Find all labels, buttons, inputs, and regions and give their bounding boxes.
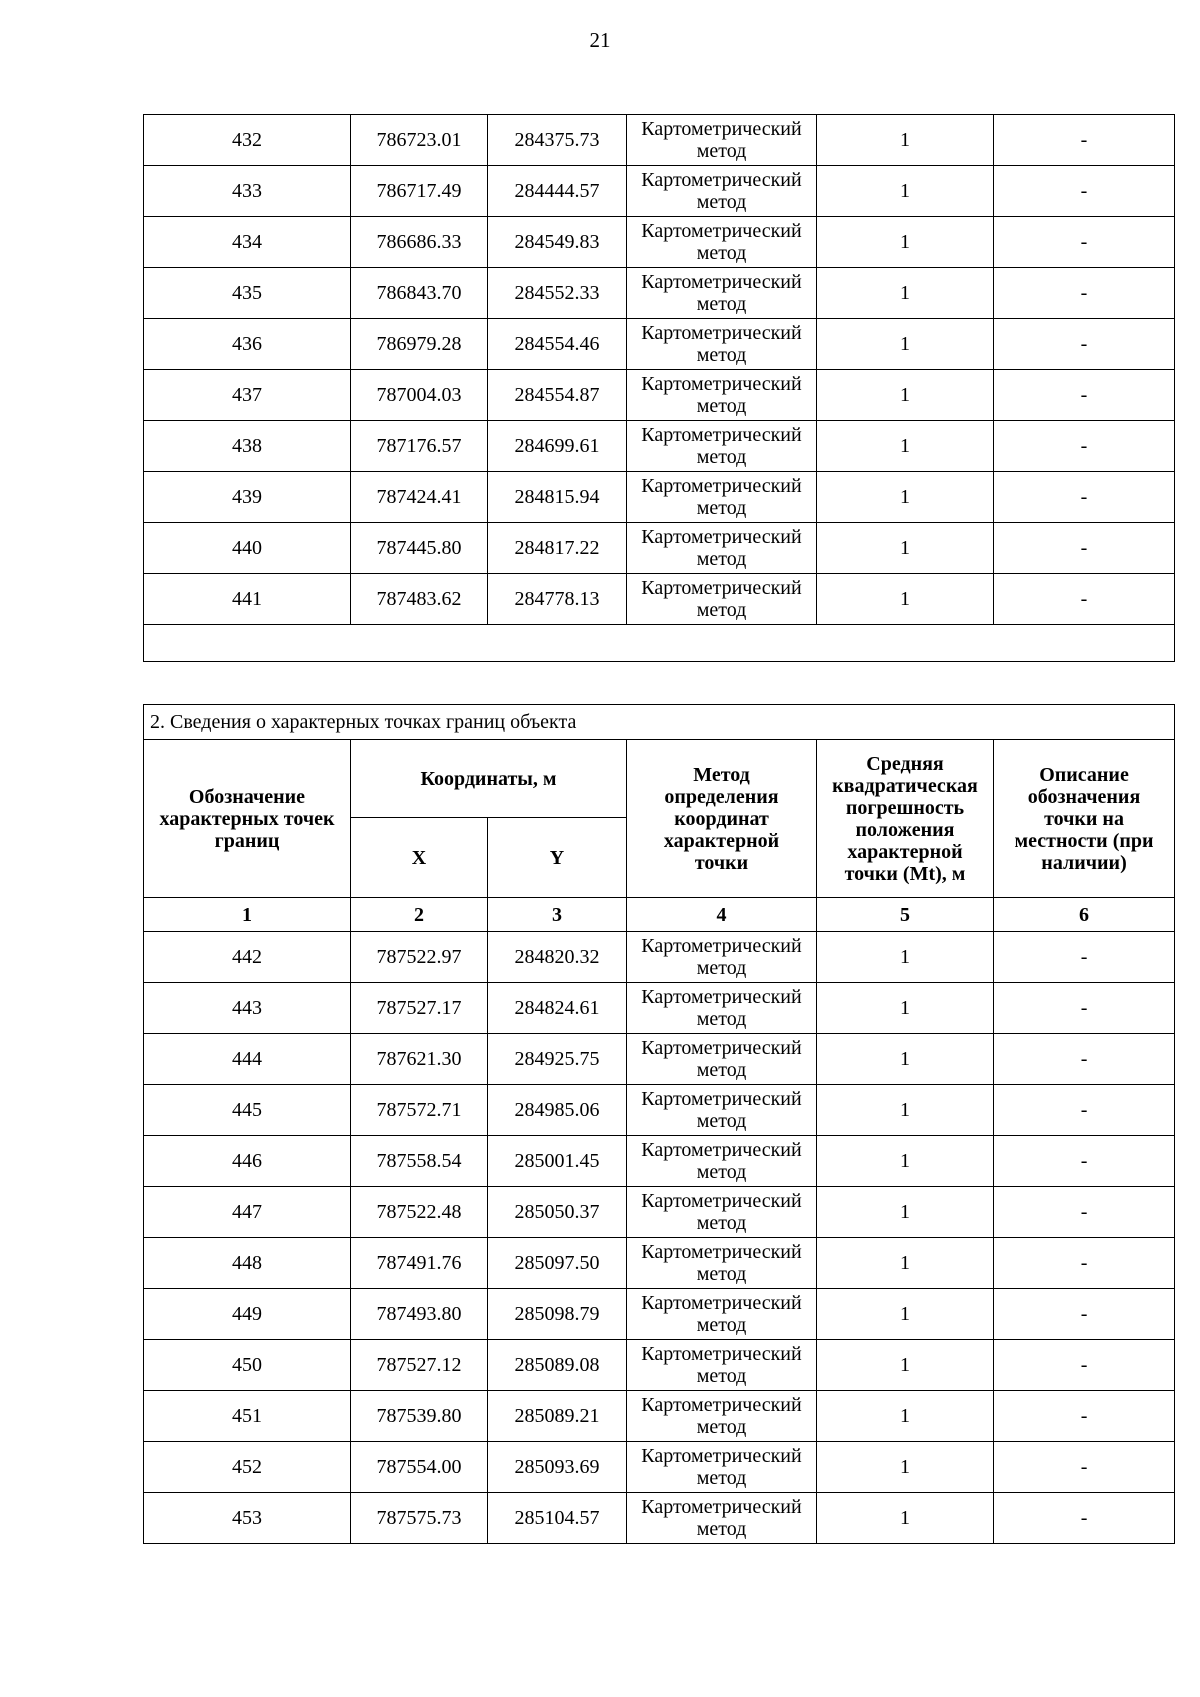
method-cell (627, 983, 817, 1034)
table-row (144, 217, 1175, 268)
description-cell: - (994, 268, 1175, 319)
mt-cell: 1 (817, 983, 994, 1034)
mt-cell: 1 (817, 217, 994, 268)
mt-cell: 1 (817, 319, 994, 370)
method-text: метод (696, 599, 747, 621)
method-cell (627, 421, 817, 472)
method-text: метод (696, 344, 747, 366)
method-text: Картометрический (641, 577, 802, 599)
header-designation: Обозначение характерных точек границ (144, 740, 351, 898)
method-text: метод (696, 1314, 747, 1336)
method-text: метод (696, 1212, 747, 1234)
mt-cell: 1 (817, 1034, 994, 1085)
x-coordinate-cell: 787621.30 (351, 1034, 488, 1085)
method-text: Картометрический (641, 1088, 802, 1110)
method-text: Картометрический (641, 986, 802, 1008)
point-id-cell: 451 (144, 1391, 351, 1442)
table-row (144, 319, 1175, 370)
table-row (144, 523, 1175, 574)
method-text: метод (696, 1110, 747, 1132)
method-text: метод (696, 395, 747, 417)
x-coordinate-cell: 787572.71 (351, 1085, 488, 1136)
point-id-cell: 441 (144, 574, 351, 625)
column-number: 1 (144, 898, 351, 932)
x-coordinate-cell: 787176.57 (351, 421, 488, 472)
y-coordinate-cell: 284815.94 (488, 472, 627, 523)
y-coordinate-cell: 285097.50 (488, 1238, 627, 1289)
method-cell (627, 268, 817, 319)
description-cell: - (994, 166, 1175, 217)
description-cell: - (994, 1391, 1175, 1442)
mt-cell: 1 (817, 1493, 994, 1544)
method-text: Картометрический (641, 1445, 802, 1467)
mt-cell: 1 (817, 1391, 994, 1442)
method-text: Картометрический (641, 1394, 802, 1416)
method-text: Картометрический (641, 118, 802, 140)
table-row (144, 421, 1175, 472)
method-cell (627, 319, 817, 370)
y-coordinate-cell: 284549.83 (488, 217, 627, 268)
mt-cell: 1 (817, 268, 994, 319)
column-number: 2 (351, 898, 488, 932)
table-row (144, 983, 1175, 1034)
method-text: метод (696, 293, 747, 315)
header-coordinates: Координаты, м (351, 740, 627, 818)
x-coordinate-cell: 786717.49 (351, 166, 488, 217)
mt-cell: 1 (817, 1136, 994, 1187)
x-coordinate-cell: 787558.54 (351, 1136, 488, 1187)
method-text: метод (696, 957, 747, 979)
method-cell (627, 574, 817, 625)
y-coordinate-cell: 285093.69 (488, 1442, 627, 1493)
method-text: метод (696, 1518, 747, 1540)
x-coordinate-cell: 786686.33 (351, 217, 488, 268)
description-cell: - (994, 1238, 1175, 1289)
method-text: Картометрический (641, 1496, 802, 1518)
method-text: метод (696, 1059, 747, 1081)
mt-cell: 1 (817, 1340, 994, 1391)
method-cell (627, 472, 817, 523)
description-cell: - (994, 370, 1175, 421)
column-number: 3 (488, 898, 627, 932)
point-id-cell: 446 (144, 1136, 351, 1187)
point-id-cell: 438 (144, 421, 351, 472)
description-cell: - (994, 1340, 1175, 1391)
point-id-cell: 447 (144, 1187, 351, 1238)
x-coordinate-cell: 786723.01 (351, 115, 488, 166)
description-cell: - (994, 421, 1175, 472)
method-text: метод (696, 1467, 747, 1489)
mt-cell: 1 (817, 932, 994, 983)
header-row-1 (144, 740, 1175, 818)
x-coordinate-cell: 786843.70 (351, 268, 488, 319)
method-cell (627, 1085, 817, 1136)
method-text: Картометрический (641, 373, 802, 395)
method-cell (627, 1136, 817, 1187)
empty-cell (144, 625, 1175, 662)
point-id-cell: 436 (144, 319, 351, 370)
section-caption: 2. Сведения о характерных точках границ объекта (144, 705, 1175, 740)
y-coordinate-cell: 284699.61 (488, 421, 627, 472)
y-coordinate-cell: 285089.08 (488, 1340, 627, 1391)
mt-cell: 1 (817, 1085, 994, 1136)
point-id-cell: 432 (144, 115, 351, 166)
column-number: 6 (994, 898, 1175, 932)
method-text: метод (696, 1263, 747, 1285)
x-coordinate-cell: 787527.12 (351, 1340, 488, 1391)
method-text: метод (696, 1008, 747, 1030)
header-method: Метод определения координат характерной точки (627, 740, 817, 898)
x-coordinate-cell: 787424.41 (351, 472, 488, 523)
y-coordinate-cell: 284925.75 (488, 1034, 627, 1085)
y-coordinate-cell: 284985.06 (488, 1085, 627, 1136)
y-coordinate-cell: 284820.32 (488, 932, 627, 983)
x-coordinate-cell: 787527.17 (351, 983, 488, 1034)
method-cell (627, 217, 817, 268)
mt-cell: 1 (817, 472, 994, 523)
method-cell (627, 1493, 817, 1544)
x-coordinate-cell: 787554.00 (351, 1442, 488, 1493)
mt-cell: 1 (817, 1238, 994, 1289)
description-cell: - (994, 1136, 1175, 1187)
y-coordinate-cell: 284824.61 (488, 983, 627, 1034)
method-text: Картометрический (641, 169, 802, 191)
y-coordinate-cell: 284552.33 (488, 268, 627, 319)
characteristic-points-table (143, 704, 1175, 1544)
method-text: Картометрический (641, 1037, 802, 1059)
method-cell (627, 1034, 817, 1085)
method-text: метод (696, 191, 747, 213)
mt-cell: 1 (817, 1187, 994, 1238)
method-cell (627, 370, 817, 421)
y-coordinate-cell: 285089.21 (488, 1391, 627, 1442)
description-cell: - (994, 574, 1175, 625)
method-cell (627, 932, 817, 983)
characteristic-points-body (144, 932, 1175, 1544)
method-text: Картометрический (641, 475, 802, 497)
point-id-cell: 448 (144, 1238, 351, 1289)
description-cell: - (994, 1493, 1175, 1544)
table-row (144, 574, 1175, 625)
method-text: метод (696, 446, 747, 468)
description-cell: - (994, 115, 1175, 166)
method-text: Картометрический (641, 1292, 802, 1314)
y-coordinate-cell: 284554.46 (488, 319, 627, 370)
mt-cell: 1 (817, 115, 994, 166)
table-row (144, 1085, 1175, 1136)
mt-cell: 1 (817, 574, 994, 625)
x-coordinate-cell: 787004.03 (351, 370, 488, 421)
header-mt: Средняя квадратическая погрешность положения характерной точки (Mt), м (817, 740, 994, 898)
point-id-cell: 433 (144, 166, 351, 217)
coordinates-table-body (144, 115, 1175, 662)
method-cell (627, 115, 817, 166)
description-cell: - (994, 523, 1175, 574)
method-cell (627, 1187, 817, 1238)
method-cell (627, 1289, 817, 1340)
method-text: Картометрический (641, 322, 802, 344)
mt-cell: 1 (817, 1442, 994, 1493)
point-id-cell: 444 (144, 1034, 351, 1085)
x-coordinate-cell: 787493.80 (351, 1289, 488, 1340)
method-cell (627, 1442, 817, 1493)
table-row (144, 1238, 1175, 1289)
description-cell: - (994, 217, 1175, 268)
table-row (144, 1442, 1175, 1493)
y-coordinate-cell: 284778.13 (488, 574, 627, 625)
section-caption-row (144, 705, 1175, 740)
point-id-cell: 439 (144, 472, 351, 523)
method-text: Картометрический (641, 1190, 802, 1212)
method-text: Картометрический (641, 1241, 802, 1263)
point-id-cell: 449 (144, 1289, 351, 1340)
table-row (144, 370, 1175, 421)
point-id-cell: 445 (144, 1085, 351, 1136)
table-row (144, 932, 1175, 983)
method-text: метод (696, 497, 747, 519)
method-text: метод (696, 1161, 747, 1183)
point-id-cell: 452 (144, 1442, 351, 1493)
method-text: Картометрический (641, 271, 802, 293)
description-cell: - (994, 1034, 1175, 1085)
point-id-cell: 453 (144, 1493, 351, 1544)
table-row (144, 472, 1175, 523)
header-y: Y (488, 818, 627, 898)
method-text: Картометрический (641, 1139, 802, 1161)
mt-cell: 1 (817, 166, 994, 217)
method-text: Картометрический (641, 526, 802, 548)
description-cell: - (994, 983, 1175, 1034)
method-text: метод (696, 242, 747, 264)
y-coordinate-cell: 285050.37 (488, 1187, 627, 1238)
point-id-cell: 435 (144, 268, 351, 319)
y-coordinate-cell: 284554.87 (488, 370, 627, 421)
x-coordinate-cell: 787522.97 (351, 932, 488, 983)
table-row (144, 1289, 1175, 1340)
description-cell: - (994, 1442, 1175, 1493)
y-coordinate-cell: 285098.79 (488, 1289, 627, 1340)
x-coordinate-cell: 787483.62 (351, 574, 488, 625)
method-cell (627, 1340, 817, 1391)
table-row (144, 166, 1175, 217)
table-row (144, 268, 1175, 319)
description-cell: - (994, 1187, 1175, 1238)
x-coordinate-cell: 787522.48 (351, 1187, 488, 1238)
method-text: метод (696, 140, 747, 162)
description-cell: - (994, 1289, 1175, 1340)
coordinates-table-continued (143, 114, 1175, 662)
table-row (144, 1034, 1175, 1085)
method-text: Картометрический (641, 424, 802, 446)
description-cell: - (994, 319, 1175, 370)
method-cell (627, 166, 817, 217)
table-row (144, 1187, 1175, 1238)
table-row (144, 115, 1175, 166)
column-number-row (144, 898, 1175, 932)
column-number: 4 (627, 898, 817, 932)
description-cell: - (994, 932, 1175, 983)
y-coordinate-cell: 285001.45 (488, 1136, 627, 1187)
y-coordinate-cell: 284375.73 (488, 115, 627, 166)
method-cell (627, 1391, 817, 1442)
point-id-cell: 450 (144, 1340, 351, 1391)
header-description: Описание обозначения точки на местности (при наличии) (994, 740, 1175, 898)
empty-row (144, 625, 1175, 662)
table-row (144, 1136, 1175, 1187)
point-id-cell: 442 (144, 932, 351, 983)
mt-cell: 1 (817, 421, 994, 472)
header-x: X (351, 818, 488, 898)
mt-cell: 1 (817, 370, 994, 421)
point-id-cell: 434 (144, 217, 351, 268)
table-row (144, 1391, 1175, 1442)
y-coordinate-cell: 285104.57 (488, 1493, 627, 1544)
method-text: метод (696, 1416, 747, 1438)
method-cell (627, 1238, 817, 1289)
x-coordinate-cell: 786979.28 (351, 319, 488, 370)
page-number: 21 (589, 28, 611, 52)
mt-cell: 1 (817, 523, 994, 574)
method-text: Картометрический (641, 935, 802, 957)
x-coordinate-cell: 787445.80 (351, 523, 488, 574)
mt-cell: 1 (817, 1289, 994, 1340)
column-number: 5 (817, 898, 994, 932)
method-text: Картометрический (641, 220, 802, 242)
point-id-cell: 437 (144, 370, 351, 421)
method-text: метод (696, 548, 747, 570)
x-coordinate-cell: 787539.80 (351, 1391, 488, 1442)
method-text: метод (696, 1365, 747, 1387)
method-text: Картометрический (641, 1343, 802, 1365)
point-id-cell: 443 (144, 983, 351, 1034)
y-coordinate-cell: 284817.22 (488, 523, 627, 574)
method-cell (627, 523, 817, 574)
table-row (144, 1493, 1175, 1544)
description-cell: - (994, 472, 1175, 523)
x-coordinate-cell: 787491.76 (351, 1238, 488, 1289)
point-id-cell: 440 (144, 523, 351, 574)
description-cell: - (994, 1085, 1175, 1136)
x-coordinate-cell: 787575.73 (351, 1493, 488, 1544)
table-row (144, 1340, 1175, 1391)
y-coordinate-cell: 284444.57 (488, 166, 627, 217)
